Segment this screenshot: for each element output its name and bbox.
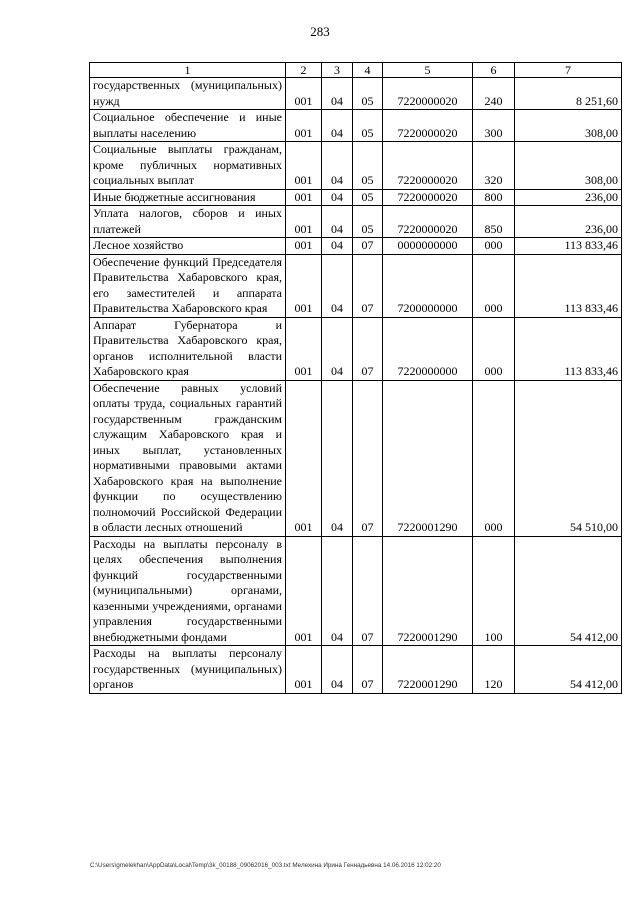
subsection-code: 05 [353, 189, 383, 206]
expense-name: Расходы на выплаты персоналу государственных (муниципальных) органов [90, 646, 286, 694]
target-article-code: 7220000020 [383, 110, 473, 142]
ministry-code: 001 [286, 380, 322, 536]
table-row [90, 536, 622, 646]
section-code: 04 [322, 238, 353, 255]
amount: 236,00 [515, 189, 622, 206]
expense-name: Обеспечение функций Председателя Правительства Хабаровского края, его заместителей и аппарата Правительства Хабаровского края [90, 254, 286, 317]
expense-name: Социальные выплаты гражданам, кроме публичных нормативных социальных выплат [90, 142, 286, 190]
expense-type-code: 320 [473, 142, 515, 190]
section-code: 04 [322, 646, 353, 694]
ministry-code: 001 [286, 110, 322, 142]
column-header: 3 [322, 63, 353, 78]
section-code: 04 [322, 380, 353, 536]
section-code: 04 [322, 110, 353, 142]
subsection-code: 07 [353, 317, 383, 380]
subsection-code: 07 [353, 380, 383, 536]
expense-name: Лесное хозяйство [90, 238, 286, 255]
expense-type-code: 000 [473, 254, 515, 317]
column-header: 2 [286, 63, 322, 78]
ministry-code: 001 [286, 254, 322, 317]
subsection-code: 05 [353, 206, 383, 238]
section-code: 04 [322, 206, 353, 238]
expense-type-code: 300 [473, 110, 515, 142]
amount: 113 833,46 [515, 254, 622, 317]
table-row [90, 317, 622, 380]
ministry-code: 001 [286, 317, 322, 380]
section-code: 04 [322, 189, 353, 206]
section-code: 04 [322, 317, 353, 380]
expense-name: Социальное обеспечение и иные выплаты населению [90, 110, 286, 142]
subsection-code: 07 [353, 536, 383, 646]
subsection-code: 05 [353, 110, 383, 142]
ministry-code: 001 [286, 206, 322, 238]
expense-type-code: 000 [473, 317, 515, 380]
expense-type-code: 240 [473, 78, 515, 110]
subsection-code: 05 [353, 142, 383, 190]
expense-type-code: 000 [473, 238, 515, 255]
file-path-footer: C:\Users\gmelekhan\AppData\Local\Temp\3k_00188_09062016_003.txt Мелехина Ирина Геннадьевна 14.06.2016 12:02:20 [90, 862, 441, 869]
target-article-code: 7220001290 [383, 536, 473, 646]
amount: 113 833,46 [515, 238, 622, 255]
amount: 113 833,46 [515, 317, 622, 380]
target-article-code: 7220000000 [383, 317, 473, 380]
target-article-code: 7220001290 [383, 380, 473, 536]
target-article-code: 7220000020 [383, 206, 473, 238]
table-row [90, 254, 622, 317]
column-header: 4 [353, 63, 383, 78]
ministry-code: 001 [286, 78, 322, 110]
target-article-code: 0000000000 [383, 238, 473, 255]
table-row [90, 142, 622, 190]
expense-name: Обеспечение равных условий оплаты труда, социальных гарантий государственным гражданским служащим Хабаровского края и иных выплат, установленных нормативными правовыми актами Хабаровского края на выполнение функции по осуществлению полномочий Российской Федерации в области лесных отношений [90, 380, 286, 536]
target-article-code: 7200000000 [383, 254, 473, 317]
expense-type-code: 800 [473, 189, 515, 206]
column-header: 1 [90, 63, 286, 78]
amount: 236,00 [515, 206, 622, 238]
page-number: 283 [310, 24, 330, 39]
subsection-code: 07 [353, 646, 383, 694]
expense-name: Уплата налогов, сборов и иных платежей [90, 206, 286, 238]
amount: 8 251,60 [515, 78, 622, 110]
table-row [90, 238, 622, 255]
target-article-code: 7220000020 [383, 78, 473, 110]
table-row [90, 380, 622, 536]
table-row [90, 110, 622, 142]
ministry-code: 001 [286, 646, 322, 694]
amount: 54 510,00 [515, 380, 622, 536]
subsection-code: 05 [353, 78, 383, 110]
table-row [90, 78, 622, 110]
subsection-code: 07 [353, 238, 383, 255]
amount: 308,00 [515, 142, 622, 190]
ministry-code: 001 [286, 238, 322, 255]
ministry-code: 001 [286, 536, 322, 646]
expense-type-code: 850 [473, 206, 515, 238]
expense-type-code: 120 [473, 646, 515, 694]
target-article-code: 7220001290 [383, 646, 473, 694]
section-code: 04 [322, 142, 353, 190]
expense-name: Иные бюджетные ассигнования [90, 189, 286, 206]
amount: 54 412,00 [515, 536, 622, 646]
expense-name: государственных (муниципальных) нужд [90, 78, 286, 110]
table-row [90, 646, 622, 694]
expense-name: Расходы на выплаты персоналу в целях обеспечения выполнения функций государственными (муниципальными) органами, казенными учреждениями, органами управления государственными внебюджетными фондами [90, 536, 286, 646]
section-code: 04 [322, 78, 353, 110]
target-article-code: 7220000020 [383, 142, 473, 190]
column-header: 6 [473, 63, 515, 78]
expense-name: Аппарат Губернатора и Правительства Хабаровского края, органов исполнительной власти Хабаровского края [90, 317, 286, 380]
section-code: 04 [322, 536, 353, 646]
table-row [90, 189, 622, 206]
amount: 308,00 [515, 110, 622, 142]
column-header: 7 [515, 63, 622, 78]
subsection-code: 07 [353, 254, 383, 317]
section-code: 04 [322, 254, 353, 317]
ministry-code: 001 [286, 189, 322, 206]
expense-type-code: 000 [473, 380, 515, 536]
column-header: 5 [383, 63, 473, 78]
budget-table [89, 62, 622, 694]
target-article-code: 7220000020 [383, 189, 473, 206]
ministry-code: 001 [286, 142, 322, 190]
table-row [90, 206, 622, 238]
column-number-row [90, 63, 622, 78]
expense-type-code: 100 [473, 536, 515, 646]
amount: 54 412,00 [515, 646, 622, 694]
